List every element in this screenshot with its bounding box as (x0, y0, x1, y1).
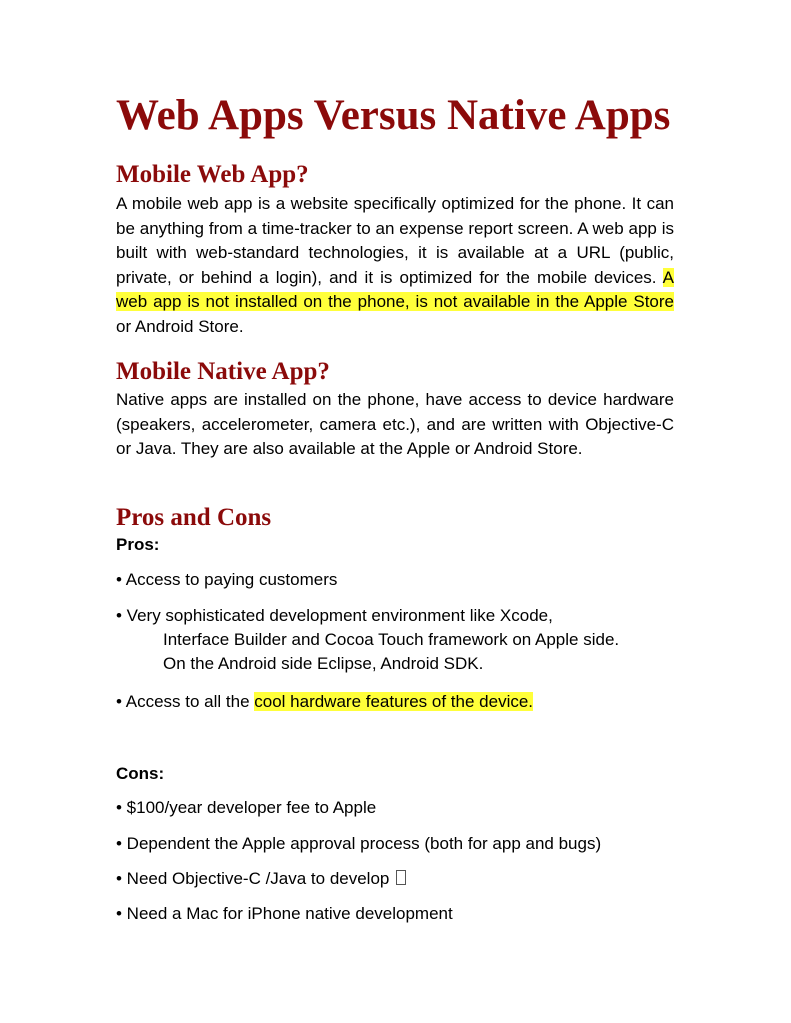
section-heading-native-app: Mobile Native App? (116, 358, 330, 385)
cons-item: • $100/year developer fee to Apple (116, 798, 377, 817)
section-heading-pros-cons: Pros and Cons (116, 504, 272, 531)
pros-item-text: • Access to all the (116, 692, 255, 711)
pros-item (116, 690, 696, 714)
cons-label: Cons: (116, 764, 165, 783)
pros-item-continuation: On the Android side Eclipse, Android SDK. (163, 654, 484, 673)
cons-item (116, 867, 696, 891)
cons-item: • Need a Mac for iPhone native development (116, 904, 453, 923)
pros-item-text: • Very sophisticated development environment like Xcode, (116, 606, 553, 625)
web-app-highlight: A web app is not installed on the phone, is not available in the Apple Store (116, 267, 674, 312)
document-title: Web Apps Versus Native Apps (116, 92, 671, 139)
web-app-text: A mobile web app is a website specifically optimized for the phone. It can be anything from a time-tracker to an expense report screen. A web app is built with web-standard technologies, it is available at a URL (public, private, or behind a login), and it is optimized for the mobile devices. (116, 194, 674, 287)
cons-item: • Dependent the Apple approval process (both for app and bugs) (116, 834, 602, 853)
pros-item: • Access to paying customers (116, 570, 338, 589)
web-app-paragraph (116, 192, 674, 340)
cons-item-text: • Need Objective-C /Java to develop (116, 869, 395, 888)
web-app-text-tail: or Android Store. (116, 316, 244, 336)
pros-item (116, 604, 696, 676)
section-heading-web-app: Mobile Web App? (116, 161, 309, 188)
pros-label: Pros: (116, 535, 160, 554)
missing-glyph-icon (396, 870, 406, 885)
pros-item-highlight: cool hardware features of the device. (254, 692, 534, 711)
pros-item-continuation: Interface Builder and Cocoa Touch framework on Apple side. (163, 630, 620, 649)
native-app-paragraph: Native apps are installed on the phone, have access to device hardware (speakers, accelerometer, camera etc.), and are written with Objective-C or Java. They are also available at the Apple or Android Store. (116, 390, 674, 459)
